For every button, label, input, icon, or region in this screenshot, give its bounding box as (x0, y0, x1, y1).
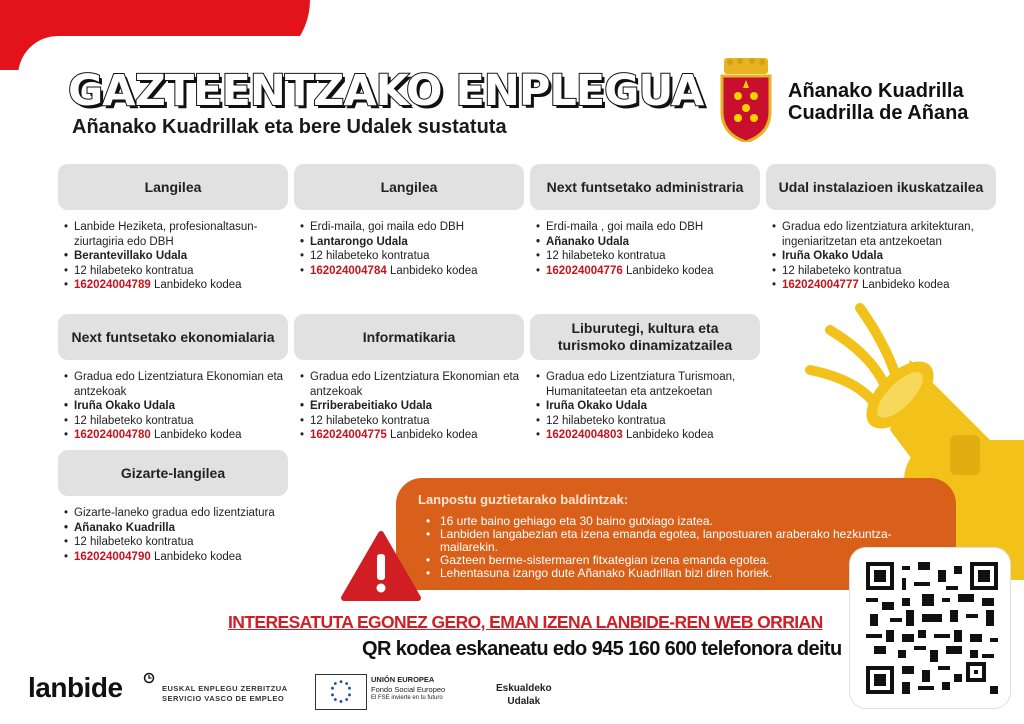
job-details (530, 220, 760, 278)
job-contract: • 12 hilabeteko kontratua (536, 414, 760, 429)
job-code-line (536, 428, 760, 443)
job-code: 162024004784 (310, 264, 387, 277)
job-card (294, 164, 524, 278)
job-contract: • 12 hilabeteko kontratua (772, 264, 996, 279)
job-code-line (536, 264, 760, 279)
job-contract: • 12 hilabeteko kontratua (64, 264, 288, 279)
job-code-line (64, 550, 288, 565)
job-code: 162024004775 (310, 429, 387, 441)
job-title: Langilea (294, 164, 524, 210)
job-code-suffix: Lanbideko kodea (386, 264, 478, 277)
requirements-title: Lanpostu guztietarako baldintzak: (418, 492, 629, 507)
job-contract: • 12 hilabeteko kontratua (300, 249, 524, 264)
job-card (766, 164, 996, 293)
job-card (530, 164, 760, 278)
lanbide-logo: lanbide (28, 672, 123, 703)
job-title: Liburutegi, kultura eta turismoko dinamizatzailea (530, 314, 760, 360)
job-details (58, 220, 288, 293)
job-code-suffix: Lanbideko kodea (622, 264, 714, 277)
job-employer: • Añanako Kuadrilla (64, 521, 288, 536)
job-employer: • Iruña Okako Udala (536, 399, 760, 414)
job-code: 162024004780 (74, 429, 151, 441)
job-card (294, 314, 524, 443)
job-code-line (300, 428, 524, 443)
job-title: Informatikaria (294, 314, 524, 360)
job-code: 162024004776 (546, 264, 623, 277)
lanbide-sub-1: EUSKAL ENPLEGU ZERBITZUA (162, 684, 288, 693)
job-contract: • 12 hilabeteko kontratua (536, 249, 760, 264)
job-details (530, 370, 760, 443)
requirement-item: • Lehentasuna izango dute Añanako Kuadrillan bizi diren horiek. (418, 567, 938, 580)
eu-line-2: Fondo Social Europeo (371, 684, 446, 694)
job-details (58, 370, 288, 443)
requirement-item: • Gazteen berme-sistermaren fitxategian izena emanda egotea. (418, 554, 938, 567)
job-requirement: • Erdi-maila , goi maila edo DBH (536, 220, 760, 235)
job-requirement: • Lanbide Heziketa, profesionaltasun-ziurtagiria edo DBH (64, 220, 288, 249)
job-code: 162024004790 (74, 550, 151, 563)
job-code-suffix: Lanbideko kodea (150, 279, 242, 291)
job-code: 162024004789 (74, 279, 151, 291)
job-title: Langilea (58, 164, 288, 210)
requirement-item: • Lanbiden langabezian eta izena emanda egotea, lanpostuaren araberako hezkuntza-mailarekin. (418, 528, 938, 554)
lanbide-clock-icon (143, 672, 155, 684)
job-code: 162024004803 (546, 429, 623, 441)
job-code-suffix: Lanbideko kodea (150, 429, 242, 441)
job-code-suffix: Lanbideko kodea (622, 429, 714, 441)
job-card (58, 164, 288, 293)
job-contract: • 12 hilabeteko kontratua (300, 414, 524, 429)
job-code-suffix: Lanbideko kodea (150, 550, 242, 563)
job-title: Udal instalazioen ikuskatzailea (766, 164, 996, 210)
eskualdeko-line-2: Udalak (507, 696, 541, 707)
job-requirement: • Erdi-maila, goi maila edo DBH (300, 220, 524, 235)
requirement-item: • 16 urte baino gehiago eta 30 baino gutxiago izatea. (418, 515, 938, 528)
page-title: GAZTEENTZAKO ENPLEGUA (68, 66, 704, 116)
job-contract: • 12 hilabeteko kontratua (64, 414, 288, 429)
job-requirement: • Gizarte-laneko gradua edo lizentziatura (64, 506, 288, 521)
job-details (58, 506, 288, 564)
eskualdeko-udalak (496, 682, 552, 708)
job-card (58, 450, 288, 564)
job-code-line (300, 264, 524, 279)
lanbide-subtitle (162, 684, 288, 704)
logo-line-1: Añanako Kuadrilla (788, 80, 964, 102)
job-employer: • Añanako Udala (536, 235, 760, 250)
job-requirement: • Gradua edo Lizentziatura Ekonomian eta antzekoak (300, 370, 524, 399)
job-employer: • Berantevillako Udala (64, 249, 288, 264)
organization-name (788, 80, 968, 124)
job-code-suffix: Lanbideko kodea (386, 429, 478, 441)
job-card (530, 314, 760, 443)
job-requirement: • Gradua edo Lizentziatura Ekonomian eta antzekoak (64, 370, 288, 399)
job-employer: • Iruña Okako Udala (772, 249, 996, 264)
coat-of-arms-icon (716, 58, 776, 142)
job-requirement: • Gradua edo Lizentziatura Turismoan, Humanitateetan eta antzekoetan (536, 370, 760, 399)
job-details (294, 370, 524, 443)
eu-line-1: UNIÓN EUROPEA (371, 675, 435, 684)
cta-register: INTERESATUTA EGONEZ GERO, EMAN IZENA LANBIDE-REN WEB ORRIAN (228, 612, 823, 632)
cta-scan-or-call: QR kodea eskaneatu edo 945 160 600 telefonora deitu (362, 638, 842, 660)
job-contract: • 12 hilabeteko kontratua (64, 535, 288, 550)
job-details (294, 220, 524, 278)
job-code: 162024004777 (782, 279, 859, 291)
eskualdeko-line-1: Eskualdeko (496, 683, 552, 694)
job-code-line (772, 278, 996, 293)
warning-icon (340, 530, 422, 602)
job-title: Gizarte-langilea (58, 450, 288, 496)
megaphone-icon (800, 300, 1020, 490)
job-code-suffix: Lanbideko kodea (858, 279, 950, 291)
job-details (766, 220, 996, 293)
qr-code-icon[interactable] (866, 562, 998, 694)
job-title: Next funtsetako administraria (530, 164, 760, 210)
logo-line-2: Cuadrilla de Añana (788, 102, 969, 124)
job-employer: • Iruña Okako Udala (64, 399, 288, 414)
page-subtitle: Añanako Kuadrillak eta bere Udalek sustatuta (72, 116, 507, 138)
job-employer: • Lantarongo Udala (300, 235, 524, 250)
job-employer: • Erriberabeitiako Udala (300, 399, 524, 414)
eu-line-3: El FSE invierte en tu futuro (371, 695, 443, 701)
job-title: Next funtsetako ekonomialaria (58, 314, 288, 360)
job-code-line (64, 428, 288, 443)
eu-funding-text (371, 675, 445, 704)
job-card (58, 314, 288, 443)
eu-flag-icon (315, 674, 367, 710)
job-requirement: • Gradua edo lizentziatura arkitekturan, ingeniaritzetan eta antzekoetan (772, 220, 996, 249)
job-code-line (64, 278, 288, 293)
lanbide-sub-2: SERVICIO VASCO DE EMPLEO (162, 694, 285, 703)
